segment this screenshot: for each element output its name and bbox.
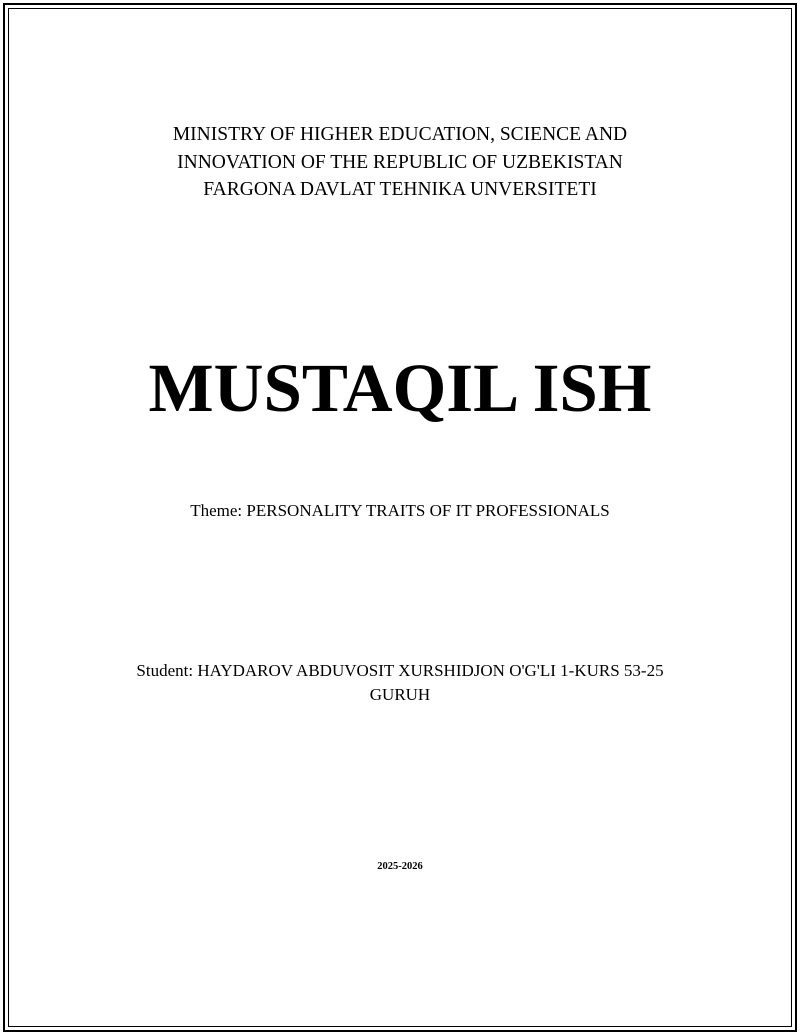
ministry-header [0, 121, 800, 204]
student-info: Student: HAYDAROV ABDUVOSIT XURSHIDJON O'G'LI 1-KURS 53-25 GURUH [136, 661, 664, 704]
academic-year: 2025-2026 [377, 861, 423, 872]
theme-line: Theme: PERSONALITY TRAITS OF IT PROFESSIONALS [190, 501, 610, 520]
university-name: FARGONA DAVLAT TEHNIKA UNVERSITETI [203, 179, 597, 200]
document-title: MUSTAQIL ISH [148, 350, 652, 426]
ministry-line-2: INNOVATION OF THE REPUBLIC OF UZBEKISTAN [177, 151, 623, 173]
ministry-line-1: MINISTRY OF HIGHER EDUCATION, SCIENCE AND [172, 124, 628, 145]
